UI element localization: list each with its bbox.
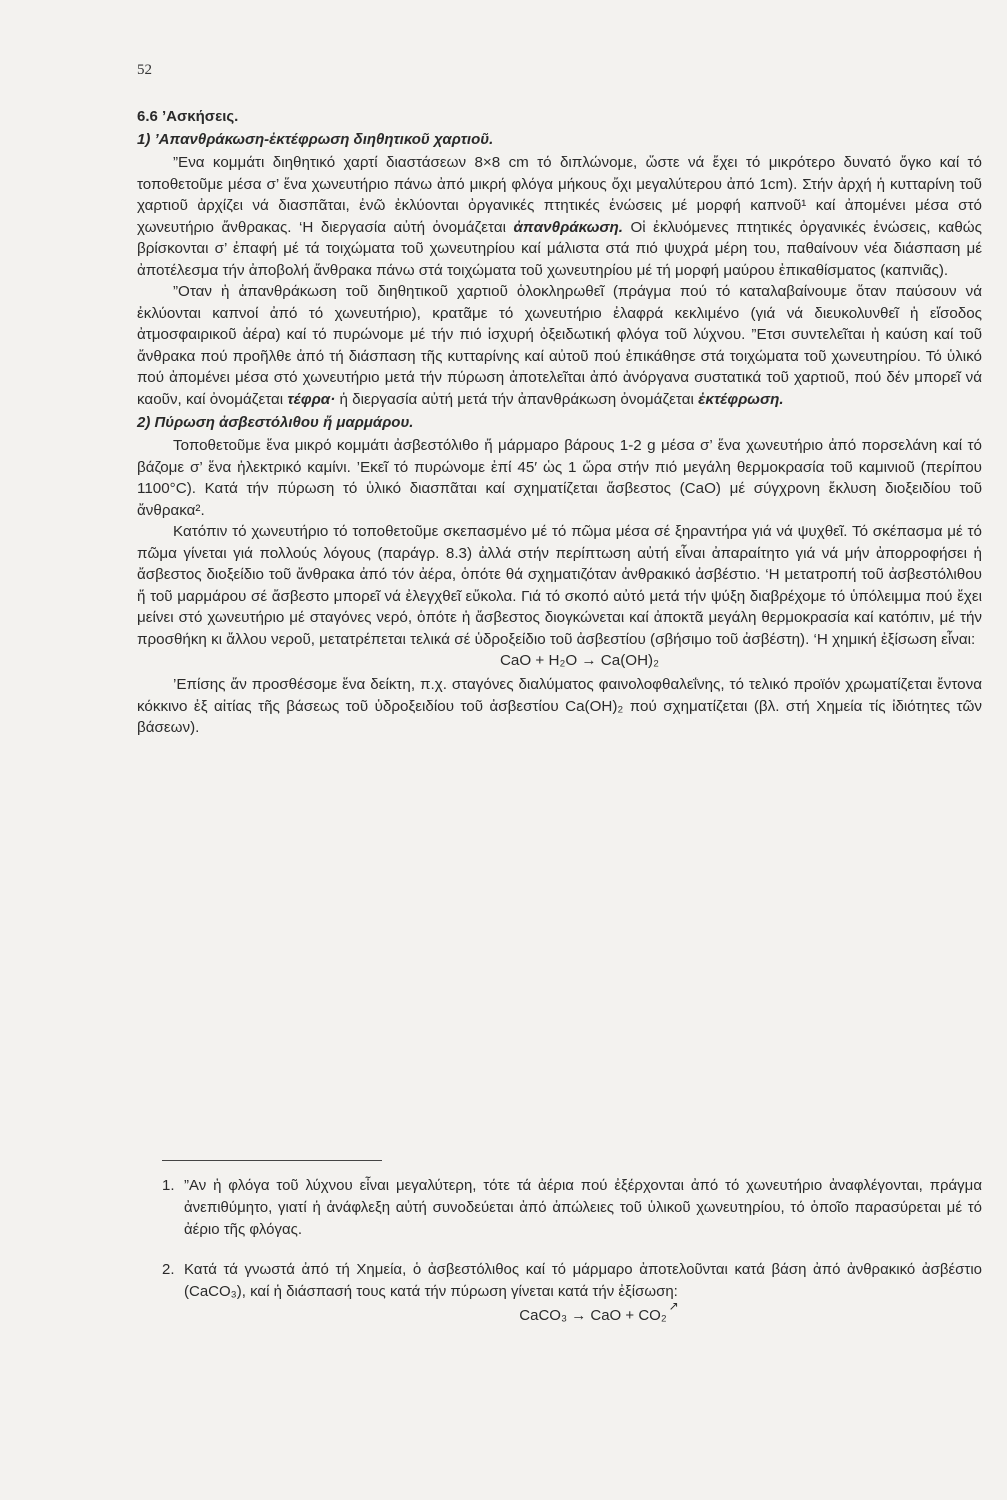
exercise-1-text-b: Οἱ ἐκλυόμενες πτητικές ὀργανικές ἑνώσεις, καθώς βρίσκονται σ’ ἐπαφή μέ τά τοιχώματα τοῦ χωνευτηρίου καί μάλιστα στά πιό ψυχρά μέρη του, παθαίνουν νέα διάσπαση μέ ἀποτέλεσμα τήν ἀποβολή ἄνθρακα πάνω στά τοιχώματα τοῦ χωνευτηρίου μέ τή μορφή μαύρου ἐπικαθίσματος (καπνιᾶς). <box>137 218 982 279</box>
gas-arrow-icon: ↗ <box>668 1299 679 1313</box>
page-number: 52 <box>137 62 152 78</box>
exercise-1-paragraph-2 <box>137 281 982 410</box>
term-carbonization: ἀπανθράκωση. <box>513 218 623 236</box>
equation-calcination <box>184 1299 982 1327</box>
exercise-1-title: 1) ’Απανθράκωση-ἐκτέφρωση διηθητικοῦ χαρτιοῦ. <box>137 131 494 148</box>
footnote-number: 1. <box>162 1177 175 1194</box>
exercise-1-text-a: ”Ενα κομμάτι διηθητικό χαρτί διαστάσεων 8×8 cm τό διπλώνομε, ὥστε νά ἔχει τό μικρότερο δυνατό ὄγκο καί τό τοποθετοῦμε μέσα σ’ ἕνα χωνευτήριο πάνω ἀπό μικρή φλόγα μήκους ὄχι μεγαλύτερου ἀπό 1cm). Στήν ἀρχή ἡ κυτταρίνη τοῦ χαρτιοῦ ἀρχίζει νά διασπᾶται, ἐνῶ ἐκλύονται ὀργανικές πτητικές ἑνώσεις μέ μορφή καπνοῦ¹ καί ἀπομένει μέσα στό χωνευτήριο ἄνθρακας. ‘Η διεργασία αὐτή ὀνομάζεται <box>137 154 982 236</box>
section-title: 6.6 ’Ασκήσεις. <box>137 108 239 125</box>
footnote-text: ”Αν ἡ φλόγα τοῦ λύχνου εἶναι μεγαλύτερη, τότε τά ἀέρια πού ἐξέρχονται ἀπό τό χωνευτήριο ἀναφλέγονται, πράγμα ἀνεπιθύμητο, γιατί ἡ ἀνάφλεξη αὐτή συνοδεύεται ἀπό ἀπώλειες τοῦ ὑλικοῦ χωνευτηρίου, τό ὁποῖο παρασύρεται μέ τό ἀέριο τῆς φλόγας. <box>184 1177 982 1238</box>
exercise-1-text-c: ”Οταν ἡ ἀπανθράκωση τοῦ διηθητικοῦ χαρτιοῦ ὁλοκληρωθεῖ (πράγμα πού τό καταλαβαίνουμε ὅταν παύσουν νά ἐκλύονται καπνοί ἀπό τό χωνευτήριο), κρατᾶμε τό χωνευτήριο ἐλαφρά κεκλιμένο (γιά νά διευκολυνθεῖ ἡ εἴσοδος ἀτμοσφαιρικοῦ ἀέρα) καί τό πυρώνομε μέ τήν πιό ἰσχυρή ὀξειδωτική φλόγα τοῦ λύχνου. ”Ετσι συντελεῖται ἡ καύση καί τοῦ ἄνθρακα πού προῆλθε ἀπό τή διάσπαση τῆς κυτταρίνης καί αὐτοῦ πού ἐπικάθησε στά τοιχώματα τοῦ χωνευτηρίου. Τό ὑλικό πού ἀπομένει μέσα στό χωνευτήριο μετά τήν πύρωση ἀποτελεῖται ἀπό ἀνόργανα συστατικά τοῦ χαρτιοῦ, πού δέν μπορεῖ νά καοῦν, καί ὀνομάζεται <box>137 283 982 408</box>
footnote-2 <box>162 1259 982 1327</box>
equation-calcination-text: CaCO₃ → CaO + CO₂ <box>519 1307 667 1324</box>
exercise-2-paragraph-1: Τοποθετοῦμε ἕνα μικρό κομμάτι ἀσβεστόλιθο ἤ μάρμαρο βάρους 1-2 g μέσα σ’ ἕνα χωνευτήριο ἀπό πορσελάνη καί τό βάζομε σ’ ἕνα ἠλεκτρικό καμίνι. ’Εκεῖ τό πυρώνομε ἐπί 45′ ὡς 1 ὥρα στήν πιό μεγάλη θερμοκρασία τοῦ καμινιοῦ (περίπου 1100°C). Κατά τήν πύρωση τό ὑλικό διασπᾶται καί σχηματίζεται ἄσβεστος (CaO) μέ σύγχρονη ἔκλυση διοξειδίου τοῦ ἄνθρακα². <box>137 437 982 519</box>
term-ashing: ἐκτέφρωση. <box>698 390 784 408</box>
footnote-number: 2. <box>162 1261 175 1278</box>
exercise-2-paragraph-2: Κατόπιν τό χωνευτήριο τό τοποθετοῦμε σκεπασμένο μέ τό πῶμα μέσα σέ ξηραντήρα γιά νά ψυχθεῖ. Τό σκέπασμα μέ τό πῶμα γίνεται γιά πολλούς λόγους (παράγρ. 8.3) ἀλλά στήν περίπτωση αὐτή εἶναι ἀπαραίτητο γιά νά μήν ἀπορροφήσει ἡ ἄσβεστος διοξείδιο τοῦ ἄνθρακα ἀπό τόν ἀέρα, ὁπότε θά σχηματιζόταν ἀνθρακικό ἀσβέστιο. ‘Η μετατροπή τοῦ ἀσβεστόλιθου ἤ τοῦ μαρμάρου σέ ἄσβεστο μπορεῖ νά ἐλεγχθεῖ εὔκολα. Γιά τό σκοπό αὐτό μετά τήν ψύξη διαβρέχομε τό ὑπόλειμμα πού ἔχει μείνει στό χωνευτήριο μέ σταγόνες νερό, ὁπότε ἡ ἄσβεστος διογκώνεται καί ἀποκτᾶ μεγάλη θερμοκρασία καί κατόπιν, μέ τήν προσθήκη κι ἄλλου νεροῦ, μετατρέπεται τελικά σέ ὑδροξείδιο τοῦ ἀσβεστίου (σβήσιμο τοῦ ἀσβέστη). ‘Η χημική ἐξίσωση εἶναι: <box>137 523 982 648</box>
footnote-1 <box>162 1175 982 1241</box>
footnote-text: Κατά τά γνωστά ἀπό τή Χημεία, ὁ ἀσβεστόλιθος καί τό μάρμαρο ἀποτελοῦνται κατά βάση ἀπό ἀνθρακικό ἀσβέστιο (CaCO₃), καί ἡ διάσπασή τους κατά τήν πύρωση γίνεται κατά τήν ἐξίσωση: <box>184 1261 982 1300</box>
equation-slaking: CaO + H₂O → Ca(OH)₂ <box>499 652 660 669</box>
exercise-1-text-d: ἡ διεργασία αὐτή μετά τήν ἀπανθράκωση ὀνομάζεται <box>339 390 694 408</box>
exercise-1-paragraph-1 <box>137 152 982 281</box>
exercise-2-paragraph-3: ’Επίσης ἄν προσθέσομε ἕνα δείκτη, π.χ. σταγόνες διαλύματος φαινολοφθαλεΐνης, τό τελικό προϊόν χρωματίζεται ἔντονα κόκκινο ἐξ αἰτίας τῆς βάσεως τοῦ ὑδροξειδίου τοῦ ἀσβεστίου Ca(OH)₂ πού σχηματίζεται (βλ. στή Χημεία τίς ἰδιότητες τῶν βάσεων). <box>137 676 982 736</box>
footnote-divider <box>162 1160 382 1161</box>
term-ash: τέφρα· <box>287 390 336 408</box>
footnotes <box>162 1175 982 1345</box>
main-content <box>137 108 982 739</box>
exercise-2-title: 2) Πύρωση ἀσβεστόλιθου ἤ μαρμάρου. <box>137 414 414 431</box>
